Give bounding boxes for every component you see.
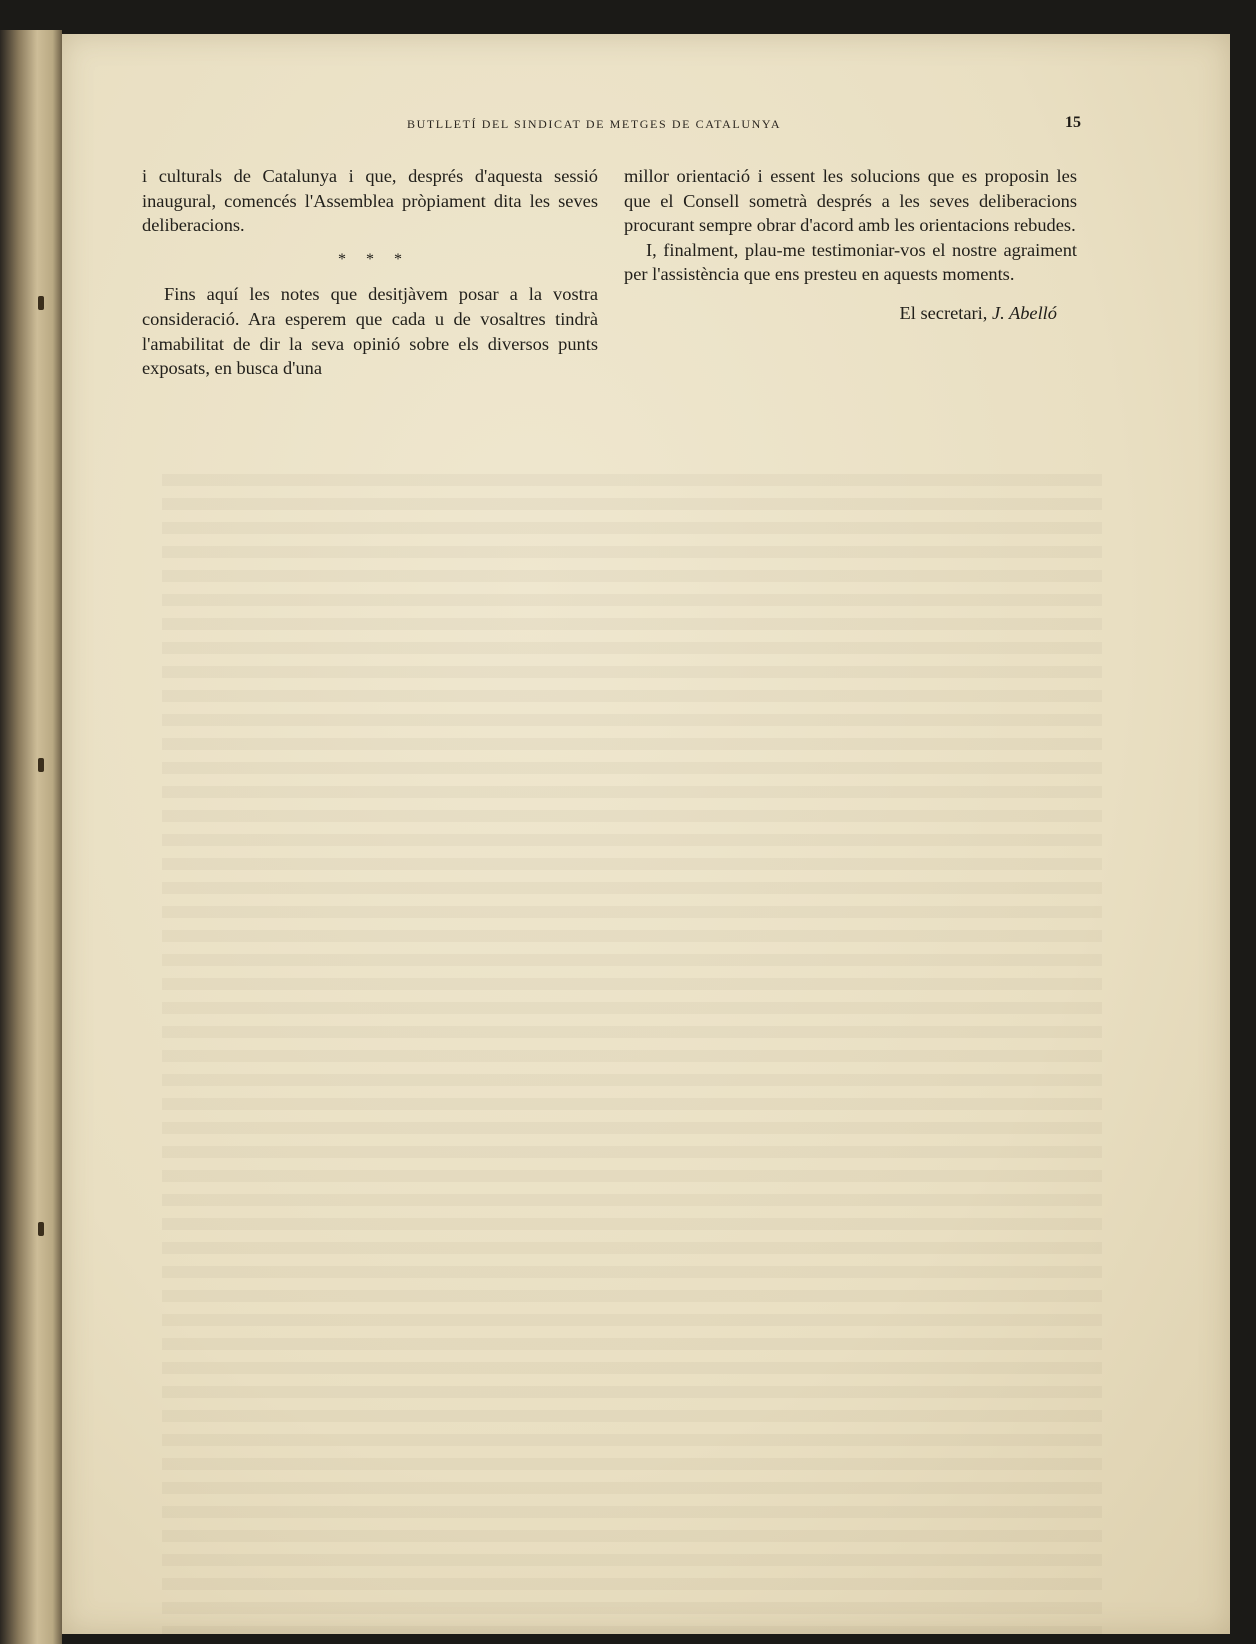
left-paragraph-2: Fins aquí les notes que desitjàvem posar a la vostra consideració. Ara esperem que cada u de vosaltres tindrà l'amabilitat de dir la seva opinió sobre els diversos punts exposats, en busca d'una [142,284,598,379]
previous-page-edge [0,30,62,1644]
left-column [142,164,598,381]
page-header [62,114,1230,138]
running-title: BUTLLETÍ DEL SINDICAT DE METGES DE CATALUNYA [407,117,782,131]
binding-mark [38,1222,44,1236]
left-paragraph-1: i culturals de Catalunya i que, després d'aquesta sessió inaugural, comencés l'Assemblea pròpiament dita les seves deliberacions. [142,166,598,236]
bleed-through-texture [162,474,1102,1634]
binding-mark [38,296,44,310]
signature-name: J. Abelló [991,302,1057,323]
section-separator: * * * [338,250,410,268]
signature-role: El secretari, [899,302,988,323]
document-page [62,34,1230,1634]
binding-mark [38,758,44,772]
signature [624,301,1077,326]
right-paragraph-1: millor orientació i essent les solucions que es proposin les que el Consell sometrà després a les seves deliberacions procurant sempre obrar d'acord amb les orientacions rebudes. [624,166,1077,236]
page-number: 15 [1065,114,1081,131]
right-paragraph-2: I, finalment, plau-me testimoniar-vos el nostre agraiment per l'assistència que ens presteu en aquests moments. [624,239,1077,285]
right-column [624,164,1077,326]
